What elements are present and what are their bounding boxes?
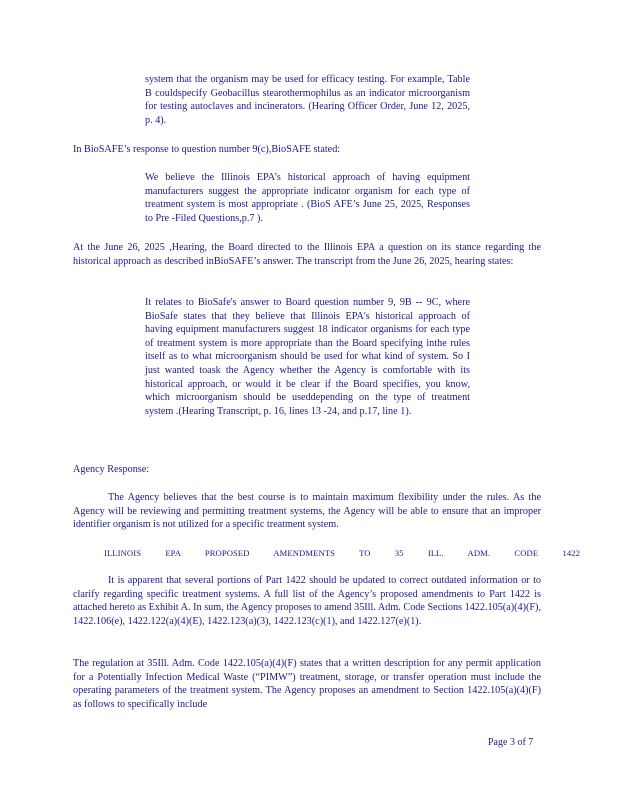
biosafe-intro: In BioSAFE’s response to question number 9(c),BioSAFE stated: (73, 144, 341, 155)
agency-response-paragraph: The Agency believes that the best course is to maintain maximum flexibility under the rules. As the Agency will be reviewing and permitting treatment systems, the Agency will be able to ensure that an improper identifier organism is not utilized for a specific treatment system. (73, 492, 541, 531)
hearing-intro: At the June 26, 2025 ,Hearing, the Board directed to the Illinois EPA a question on its stance regarding the historical approach as described inBioSAFE’s answer. The transcript from the June 26, 2025, hearing states: (73, 242, 541, 267)
quote-biosafe-response: We believe the Illinois EPA’s historical approach of having equipment manufacturers suggest the appropriate indicator organism for each type of treatment system is most appropriate . (BioS AFE’s June 25, 2025, Responses to Pre -Filed Questions,p.7 ). (145, 172, 470, 224)
page-number: Page 3 of 7 (488, 737, 534, 748)
amendments-paragraph: It is apparent that several portions of Part 1422 should be updated to correct outdated information or to clarify regarding specific treatment systems. A full list of the Agency’s proposed amendments to Part 1422 is attached hereto as Exhibit A. In sum, the Agency proposes to amend 35Ill. Adm. Code Sections 1422.105(a)(4)(F), 1422.106(e), 1422.122(a)(4)(E), 1422.123(a)(3), 1422.123(c)(1), and 1422.127(e)(1). (73, 575, 541, 627)
agency-response-label: Agency Response: (73, 464, 150, 475)
regulation-paragraph: The regulation at 35Ill. Adm. Code 1422.105(a)(4)(F) states that a written description for any permit application for a Potentially Infection Medical Waste (“PIMW”) treatment, storage, or transfer operation must include the operating parameters of the treatment system. The Agency proposes an amendment to Section 1422.105(a)(4)(F) as follows to specifically include (73, 658, 541, 710)
quote-hearing-transcript: It relates to BioSafe's answer to Board question number 9, 9B -- 9C, where BioSafe states that they believe that Illinois EPA's historical approach of having equipment manufacturers suggest 18 indicator organisms for each type of treatment system is more appropriate than the Board specifying inthe rules itself as to what microorganism should be used for what kind of system. So I just wanted toask the Agency whether the Agency is comfortable with its historical approach, or would it be clear if the Board specifies, you know, which microorganism should be useddepending on the type of treatment system .(Hearing Transcript, p. 16, lines 13 -24, and p.17, line 1). (145, 297, 470, 417)
quote-hearing-officer-order: system that the organism may be used for efficacy testing. For example, Table B couldspecify Geobacillus stearothermophilus as an indicator microorganism for testing autoclaves and incinerators. (Hearing Officer Order, June 12, 2025, p. 4). (145, 74, 470, 126)
section-heading: ILLINOIS EPA PROPOSED AMENDMENTS TO 35 ILL. ADM. CODE 1422 (104, 548, 581, 558)
